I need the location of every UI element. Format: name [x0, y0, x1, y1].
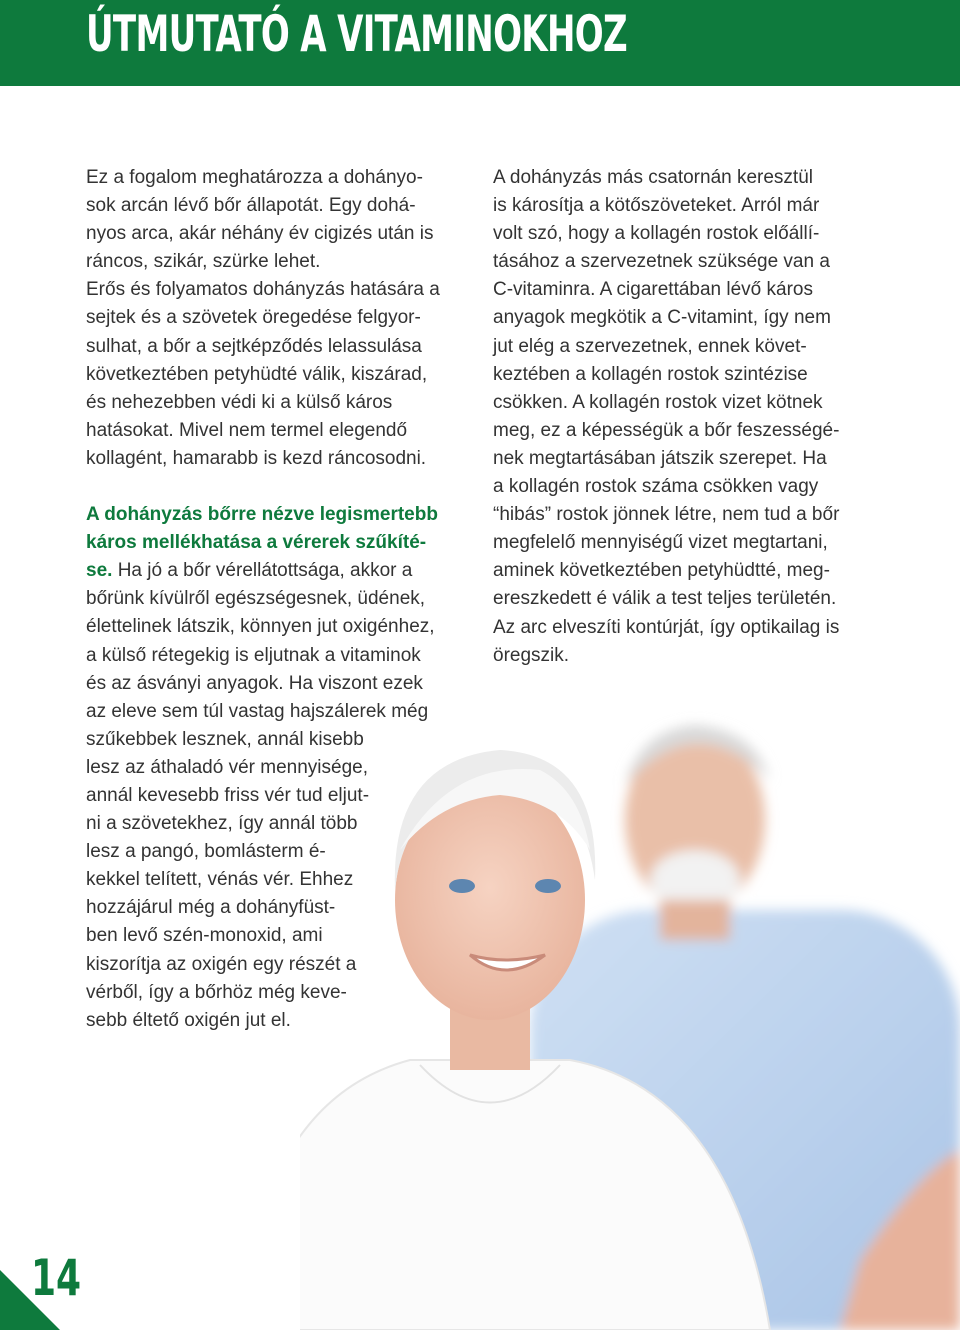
text-line: hatásokat. Mivel nem termel elegendő	[86, 419, 408, 441]
text-line: kekkel telített, vénás vér. Ehhez	[86, 869, 354, 891]
text-line: Az arc elveszíti kontúrját, így optikailag is	[493, 616, 840, 638]
text-line: sebb éltető oxigén jut el.	[86, 1009, 291, 1031]
header-bar	[0, 0, 960, 86]
text-line: hozzájárul még a dohányfüst-	[86, 897, 336, 919]
text-line: a kollagén rostok száma csökken vagy	[493, 476, 819, 498]
highlight-line: A dohányzás bőrre nézve legismertebb	[86, 504, 438, 526]
highlight-tail: se.	[86, 560, 113, 582]
text-line: Ez a fogalom meghatározza a dohányo-	[86, 167, 423, 188]
highlight-line: káros mellékhatása a vérerek szűkíté-	[86, 532, 427, 554]
text-line: is károsítja a kötőszöveteket. Arról már	[493, 195, 820, 217]
text-line: lesz a pangó, bomlásterm é-	[86, 841, 326, 863]
text-line: megfelelő mennyiségű vizet megtartani,	[493, 532, 828, 554]
text-line: meg, ez a képességük a bőr feszességé-	[493, 419, 840, 441]
text-line: szűkebbek lesznek, annál kisebb	[86, 728, 364, 750]
text-line: C-vitaminra. A cigarettában lévő káros	[493, 279, 813, 301]
text-line: volt szó, hogy a kollagén rostok előállí-	[493, 223, 820, 245]
text-line: az eleve sem túl vastag hajszálerek még	[86, 700, 429, 722]
text-line: a külső rétegekig is eljutnak a vitaminok	[86, 644, 421, 666]
text-line: A dohányzás más csatornán keresztül	[493, 167, 814, 188]
paragraph-highlight	[86, 501, 481, 1035]
text-line: anyagok megkötik a C-vitamint, így nem	[493, 307, 831, 329]
text-fragment: Ha jó a bőr vérellátottsága, akkor a	[112, 560, 413, 582]
text-line: élettelinek látszik, könnyen jut oxigénhez,	[86, 616, 435, 638]
text-line: következtében petyhüdté válik, kiszárad,	[86, 363, 428, 385]
text-line: aminek következtében petyhüdtté, meg-	[493, 560, 830, 582]
text-line: keztében a kollagén rostok szintézise	[493, 363, 808, 385]
text-line: kollagént, hamarabb is kezd ráncosodni.	[86, 447, 427, 469]
text-line: Erős és folyamatos dohányzás hatására a	[86, 279, 440, 301]
text-line: nyos arca, akár néhány év cigizés után is	[86, 223, 434, 245]
page-title: ÚTMUTATÓ A VITAMINOKHOZ	[86, 5, 627, 63]
text-line: sulhat, a bőr a sejtképződés lelassulása	[86, 335, 422, 357]
text-line: csökken. A kollagén rostok vizet kötnek	[493, 391, 823, 413]
text-line: ráncos, szikár, szürke lehet.	[86, 251, 321, 273]
paragraph-intro	[86, 164, 481, 473]
text-line: jut elég a szervezetnek, ennek követ-	[493, 335, 807, 357]
text-line: és nehezebben védi ki a külső káros	[86, 391, 393, 413]
text-line: lesz az áthaladó vér mennyisége,	[86, 756, 368, 778]
text-line: “hibás” rostok jönnek létre, nem tud a bőr	[493, 504, 840, 526]
page-number: 14	[31, 1249, 82, 1307]
right-column	[493, 164, 893, 670]
text-line: annál kevesebb friss vér tud eljut-	[86, 784, 370, 806]
text-line: sejtek és a szövetek öregedése felgyor-	[86, 307, 421, 329]
text-line: nek megtartásában játszik szerepet. Ha	[493, 447, 827, 469]
text-line: tásához a szervezetnek szüksége van a	[493, 251, 830, 273]
text-line: ereszkedett é válik a test teljes területén.	[493, 588, 837, 610]
text-line: bőrünk kívülről egészségesnek, üdének,	[86, 588, 426, 610]
text-line: vérből, így a bőrhöz még keve-	[86, 981, 347, 1003]
paragraph-collagen	[493, 164, 893, 670]
text-line: ni a szövetekhez, így annál több	[86, 813, 358, 835]
text-line: öregszik.	[493, 644, 570, 666]
paragraph-gap	[86, 473, 481, 501]
text-line: és az ásványi anyagok. Ha viszont ezek	[86, 672, 423, 694]
text-line: ben levő szén-monoxid, ami	[86, 925, 323, 947]
left-column	[86, 164, 481, 1035]
text-line	[86, 557, 481, 585]
text-line: kiszorítja az oxigén egy részét a	[86, 953, 357, 975]
text-line: sok arcán lévő bőr állapotát. Egy dohá-	[86, 195, 416, 217]
